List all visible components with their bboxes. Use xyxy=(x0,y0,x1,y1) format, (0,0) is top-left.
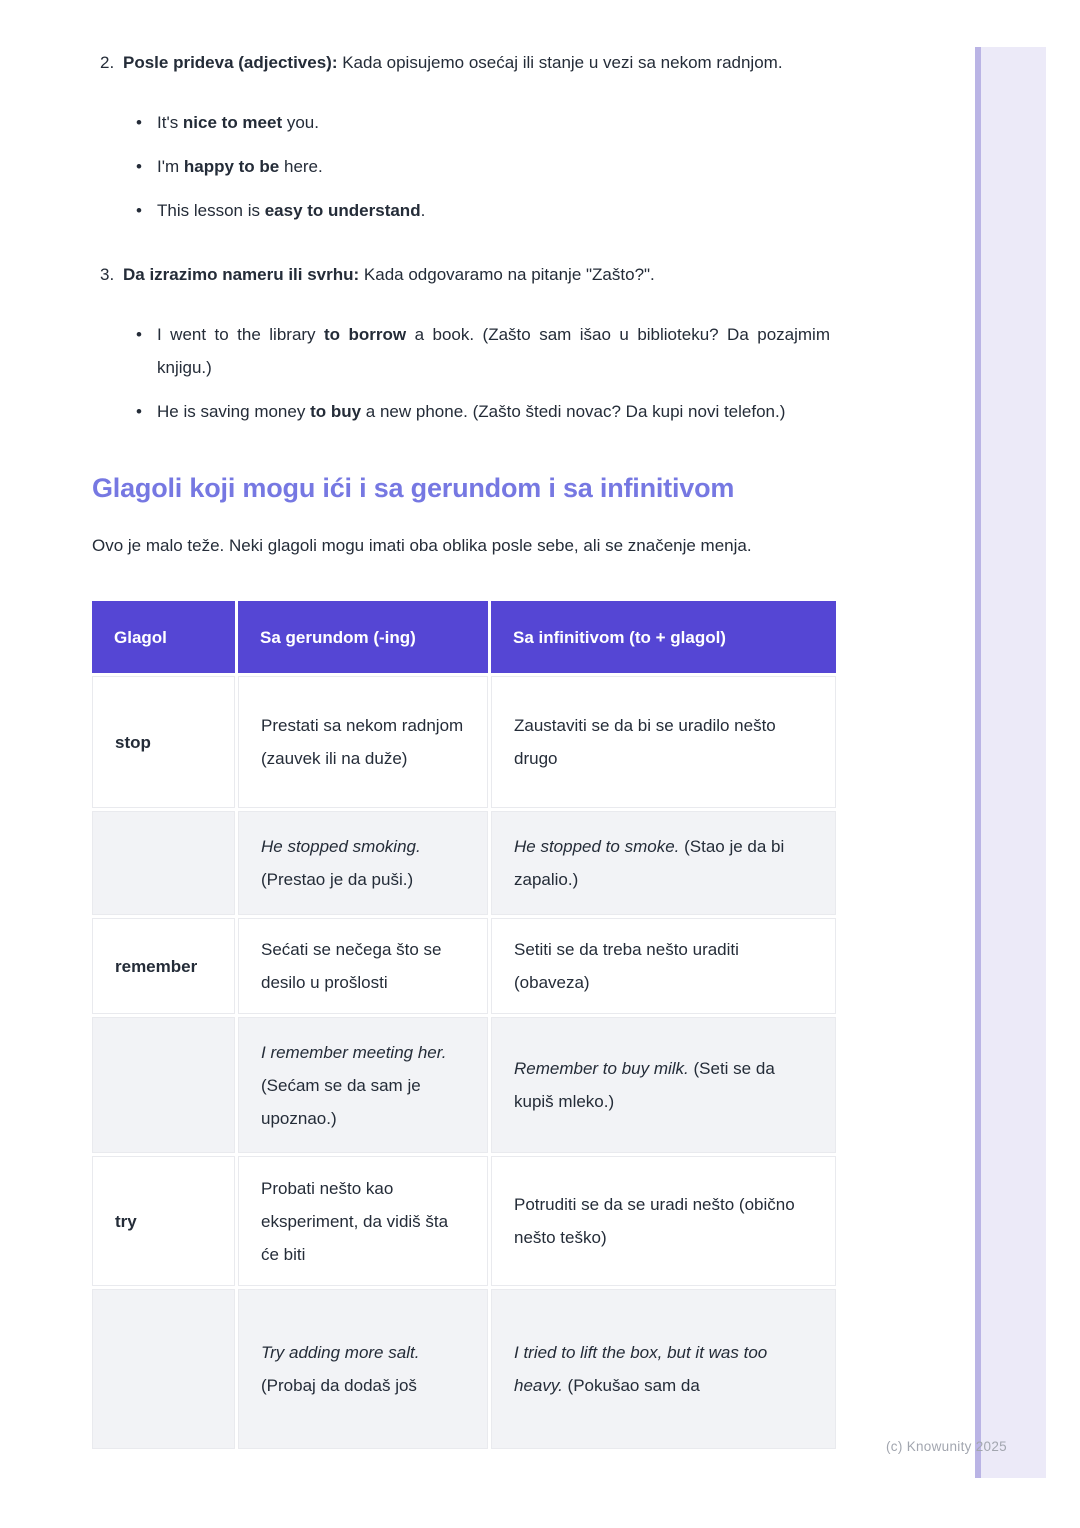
gerund-cell xyxy=(238,1017,488,1153)
bullet-icon: • xyxy=(136,201,142,220)
verb-cell xyxy=(92,1289,235,1449)
example-sentence: I remember meeting her. xyxy=(261,1042,447,1062)
bullet-bold: to buy xyxy=(310,402,362,421)
bullet-text xyxy=(157,318,830,384)
table-header-gerund: Sa gerundom (-ing) xyxy=(238,601,488,673)
bullet-list xyxy=(136,106,830,227)
example-sentence: Remember to buy milk. xyxy=(514,1059,689,1078)
table-row-stop-example xyxy=(92,811,836,915)
table-row-remember-example xyxy=(92,1017,836,1153)
example-sentence: He stopped smoking. xyxy=(261,837,421,856)
infinitive-cell xyxy=(491,811,836,915)
verb-cell xyxy=(92,811,235,915)
bullet-post: . xyxy=(420,201,426,220)
bullet-icon: • xyxy=(136,113,142,132)
list-item-lead-bold: Da izrazimo nameru ili svrhu: xyxy=(123,265,360,284)
verb-cell: try xyxy=(92,1156,235,1286)
list-number: 2. xyxy=(100,53,115,72)
verb-cell xyxy=(92,1017,235,1153)
example-translation: (Stao je da bi zapalio.) xyxy=(514,837,785,889)
verb-cell: stop xyxy=(92,676,235,808)
bullet-post: a new phone. (Zašto štedi novac? Da kupi novi telefon.) xyxy=(361,402,786,421)
section-intro: Ovo je malo teže. Neki glagoli mogu imati oba oblika posle sebe, ali se značenje menja. xyxy=(92,536,752,555)
bullet-pre: This lesson is xyxy=(157,201,265,220)
list-item-text: Kada opisujemo osećaj ili stanje u vezi sa nekom radnjom. xyxy=(337,53,783,72)
table-header-glagol: Glagol xyxy=(92,601,235,673)
bullet-item xyxy=(136,395,830,428)
example-translation: (Sećam se da sam je upoznao.) xyxy=(261,1075,421,1128)
table-row-try xyxy=(92,1156,836,1286)
gerund-cell: Sećati se nečega što se desilo u prošlosti xyxy=(238,918,488,1014)
bullet-text xyxy=(157,150,830,183)
gerund-cell xyxy=(238,1289,488,1449)
list-item-paragraph xyxy=(123,258,830,291)
example-sentence: Try adding more salt. xyxy=(261,1343,420,1362)
table-header-infinitive: Sa infinitivom (to + glagol) xyxy=(491,601,836,673)
bullet-post: here. xyxy=(279,157,323,176)
list-item-2 xyxy=(92,46,830,238)
example-translation: (Probaj da dodaš još xyxy=(261,1376,417,1395)
example-translation: (Pokušao sam da xyxy=(562,1376,700,1395)
infinitive-cell: Potruditi se da se uradi nešto (obično nešto teško) xyxy=(491,1156,836,1286)
list-item-lead-bold: Posle prideva (adjectives): xyxy=(123,53,338,72)
bullet-pre: I went to the library xyxy=(157,325,325,344)
bullet-icon: • xyxy=(136,157,142,176)
infinitive-cell xyxy=(491,1289,836,1449)
list-item-body xyxy=(123,46,830,238)
bullet-icon: • xyxy=(136,402,142,421)
table-row-remember xyxy=(92,918,836,1014)
bullet-item xyxy=(136,194,830,227)
bullet-icon: • xyxy=(136,325,142,344)
copyright-watermark: (c) Knowunity 2025 xyxy=(886,1439,1007,1454)
list-item-3 xyxy=(92,258,830,439)
example-translation: (Prestao je da puši.) xyxy=(261,870,414,889)
bullet-bold: easy to understand xyxy=(264,201,421,220)
bullet-pre: It's xyxy=(157,113,183,132)
bullet-item xyxy=(136,150,830,183)
bullet-bold: to borrow xyxy=(324,325,407,344)
bullet-pre: I'm xyxy=(157,157,184,176)
bullet-text xyxy=(157,395,830,428)
table-row-try-example xyxy=(92,1289,836,1449)
bullet-bold: happy to be xyxy=(183,157,280,176)
bullet-bold: nice to meet xyxy=(182,113,283,132)
infinitive-cell: Setiti se da treba nešto uraditi (obaveza) xyxy=(491,918,836,1014)
verb-cell: remember xyxy=(92,918,235,1014)
table-header-row xyxy=(92,601,836,673)
infinitive-cell xyxy=(491,1017,836,1153)
bullet-item xyxy=(136,318,830,384)
list-number: 3. xyxy=(100,265,115,284)
list-item-text: Kada odgovaramo na pitanje "Zašto?". xyxy=(359,265,655,284)
infinitive-cell: Zaustaviti se da bi se uradilo nešto drugo xyxy=(491,676,836,808)
document-content xyxy=(92,0,830,1452)
gerund-cell xyxy=(238,811,488,915)
example-sentence: I tried to lift the box, but it was too heavy. xyxy=(514,1343,768,1395)
list-item-body xyxy=(123,258,830,439)
list-item-paragraph xyxy=(123,46,830,79)
bullet-list xyxy=(136,318,830,428)
page-edge-strip xyxy=(975,47,1046,1478)
gerund-cell: Probati nešto kao eksperiment, da vidiš šta će biti xyxy=(238,1156,488,1286)
table-row-stop xyxy=(92,676,836,808)
gerund-cell: Prestati sa nekom radnjom (zauvek ili na duže) xyxy=(238,676,488,808)
example-sentence: He stopped to smoke. xyxy=(514,837,680,856)
bullet-item xyxy=(136,106,830,139)
bullet-pre: He is saving money xyxy=(157,402,311,421)
bullet-post: a book. (Zašto sam išao u biblioteku? Da pozajmim knjigu.) xyxy=(157,325,830,377)
example-translation: (Seti se da kupiš mleko.) xyxy=(514,1059,775,1111)
bullet-post: you. xyxy=(282,113,319,132)
section-heading: Glagoli koji mogu ići i sa gerundom i sa infinitivom xyxy=(92,473,735,503)
verbs-table xyxy=(89,598,839,1452)
bullet-text xyxy=(157,106,830,139)
bullet-text xyxy=(157,194,830,227)
